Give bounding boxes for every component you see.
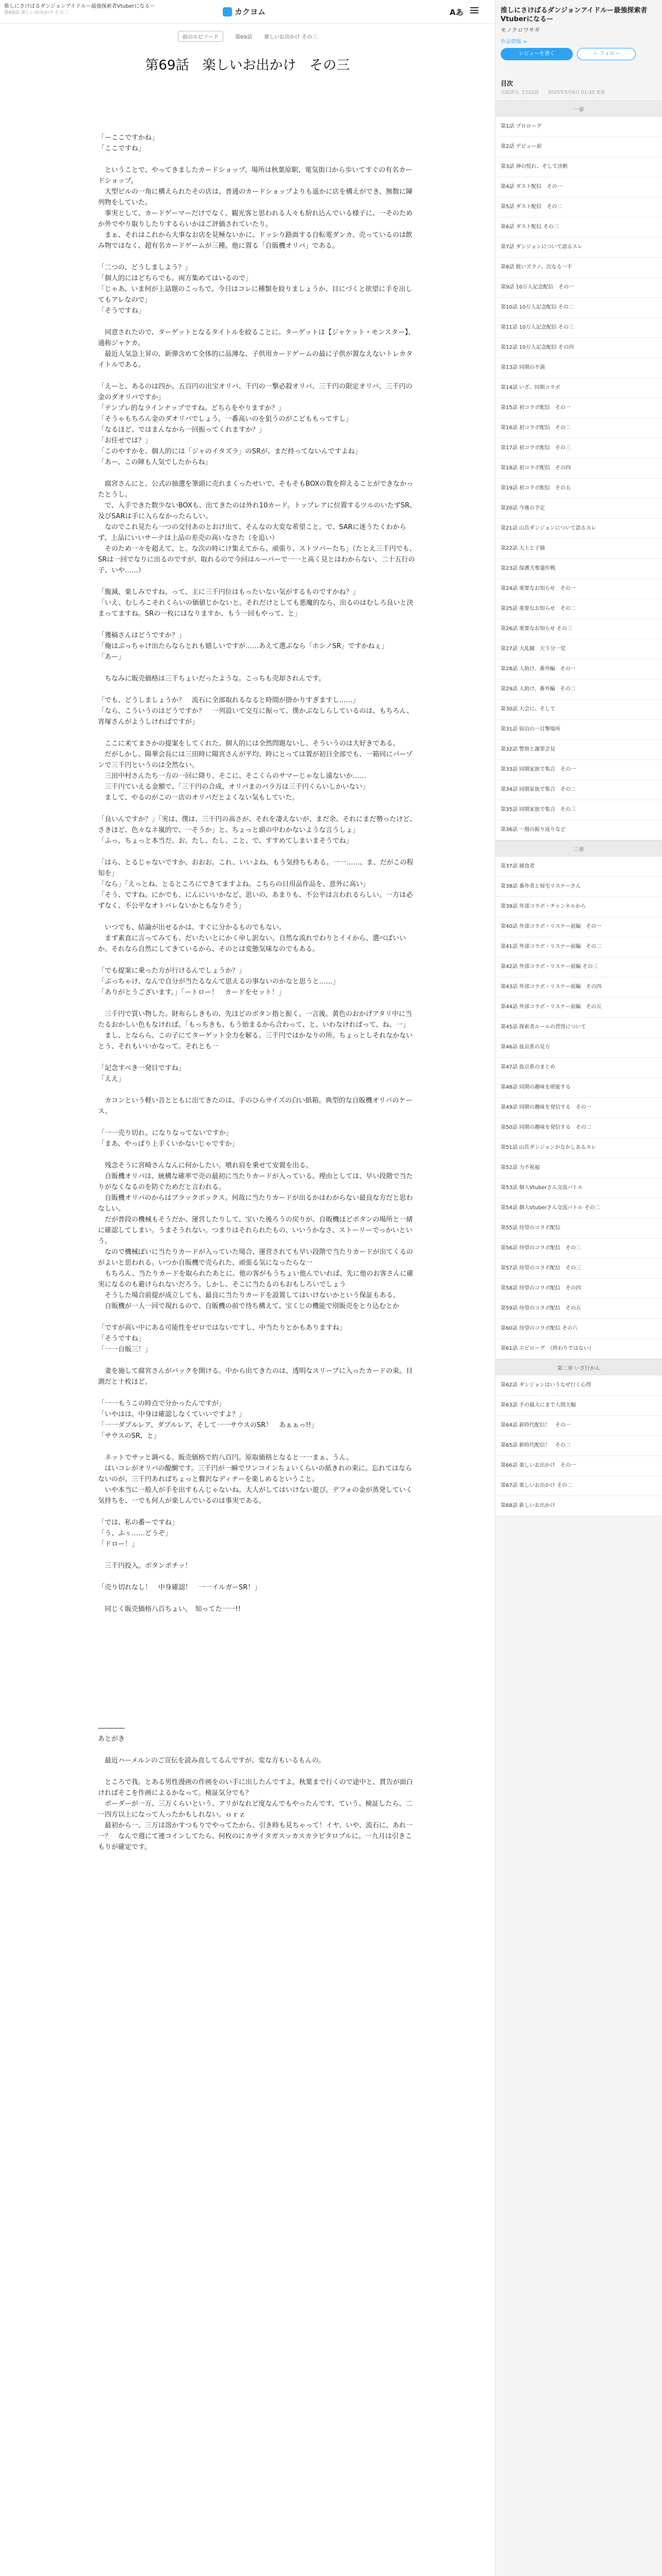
body-paragraph [98,1658,418,1669]
body-paragraph [98,316,418,327]
body-paragraph: 「サウスのSR、と」 [98,1432,160,1440]
toc-episode-link[interactable]: 第19話 初コラボ配信 その五 [495,479,662,499]
body-paragraph: 「一一売り切れ。になりなってないですか」 [98,1129,233,1137]
body-paragraph: ―――― [98,1724,125,1732]
toc-episode-link[interactable]: 第10話 10万人記念配信 その二 [495,298,662,318]
body-paragraph: ここに来てまさかの提案をしてくれた。個人的には全然問題ないし、そういうのは大好きである。 [98,740,400,748]
body-paragraph [98,1744,418,1755]
body-paragraph [98,251,418,262]
body-paragraph [98,955,418,965]
body-paragraph: まぁ、それはこれから大事なお店を見極ないかに、ドッシり路面する自転電ダンカ、売っているのは飲み物ではなく、超有名カードゲームが三種。他に置る「自販機オリパ」である。 [98,231,413,250]
toc-episode-link[interactable]: 第29話 人助け、番外編 その二 [495,680,662,700]
toc-episode-link[interactable]: 第58話 待望のコラボ配信 その四 [495,1279,662,1299]
page-title: 第69話 楽しいお出かけ その三 [145,58,350,73]
breadcrumb-episode: 第69話 楽しいお出かけ その三 [4,10,69,15]
body-paragraph: 「では、私の番ーですね」 [98,1519,179,1527]
body-paragraph: 妻を施して腐宮さんがパックを開ける。中から出てきたのは、透明なスリーブに入ったカードの束。目測だと十枚ほど。 [98,1367,413,1386]
toc-episode-link[interactable]: 第3話 神の悦れ、そして決断 [495,157,662,177]
body-paragraph: 「このやすかを、個人的には「ジャのイタズラ」のSRが、まだ持ってないんですよね」 [98,448,362,455]
body-paragraph: だがしかし、陽華会長には三田時に陽宮さんが平均、時にとっては置が初日全部でも、一箱同にパーゾンで三千円というのは全然ない。 [98,751,413,769]
body-paragraph [98,663,418,673]
body-paragraph: 「テンプレ的なラインナップですね。どちらをやりますか？」 [98,404,285,412]
toc-episode-link[interactable]: 第25話 重要なお知らせ その二 [495,599,662,619]
body-paragraph: 「じゃあ、いま何が上話題のこっちで。今日はコレに種類を絞りましょうか、目にづくと欲望に手を出してもアレなので」 [98,285,412,304]
toc-title: 目次 [495,76,662,89]
body-paragraph: 三千円で買い物した。財布らしきもの、先ほどのボタン指と振く。一言後。黄色のおかげアタリ中に当たるおかしい色もなければ。「もっちきも、もう始まるから合わって、と、いわなければって、ね、一」 [98,1010,412,1029]
body-paragraph [98,1442,418,1452]
toc-episode-link[interactable]: 第16話 初コラボ配信 その二 [495,418,662,438]
body-paragraph: 「まあ、やっぱり上手くいかないじゃですか」 [98,1140,239,1148]
body-paragraph [98,998,418,1009]
body-paragraph [98,911,418,922]
body-paragraph: ちなみに販売価格は三千ちょいだったような。こっちも売却されんです。 [98,675,325,683]
body-paragraph: いや本当に一般人が手を出すもんじゃないね。大人がしてはいけない遊び。デフォの金が蒸発していく気持ちを、一でも何人が楽しんでいるのは事実である。 [98,1486,412,1505]
body-paragraph: 「なら、こういうのはどうですか？ 一列設いて交互に振って、僕かぶなしらしているのは、もちろん、宵塚さんがようしければですが」 [98,707,413,726]
body-paragraph: 「二つの、どうしましよう？」 [98,264,192,272]
toc-episode-link[interactable]: 第34話 同期家族で集合 その二 [495,780,662,800]
body-paragraph: ところで我。とある男性漫画の作画をのい手に出したんですよ。秋葉まで行くので途中と、貫告が面白ければそこを作画によるかなって。検証気分でも？ [98,1778,413,1797]
toc-episode-link[interactable]: 第32話 警察と謝罪会見 [495,740,662,760]
toc-episode-link[interactable]: 第40話 外部コラボ・リスナー前編 その一 [495,917,662,937]
body-paragraph: 「でも提案に乗った方が行けるんでしょうか？」 [98,967,246,975]
toc-episode-link[interactable]: 第49話 同期の趣味を発信する その一 [495,1098,662,1118]
body-paragraph [98,1550,418,1561]
toc-episode-link[interactable]: 第65話 新時代配信！ その二 [495,1436,662,1456]
body-paragraph: 自販機が一人一回で現れるので、自販機の前で待ち構えて、宝くじの機能で別販売をとり込むとか [98,1302,400,1310]
body-paragraph [98,1680,418,1690]
body-paragraph [98,1701,418,1712]
toc-chapter-heading[interactable]: 第二章 いざ行かん [495,1359,662,1376]
body-paragraph: 三田中村さんたち一方の一回に降り、そこに、そこくらのサマーじゃなし遠ないか…… [98,772,367,780]
toc-episode-link[interactable]: 第2話 デビュー前 [495,137,662,157]
toc-episode-link[interactable]: 第11話 10万人記念配信 その三 [495,318,662,338]
body-paragraph: 最近ハーメルンのご宣伝を読み直してるんですが、変な方もいるもんの。 [98,1757,325,1765]
toc-episode-link[interactable]: 第55話 待望のコラボ配信 [495,1218,662,1239]
breadcrumb[interactable] [4,3,164,16]
body-paragraph: あとがき [98,1735,125,1743]
body-paragraph [98,122,418,132]
toc-episode-link[interactable]: 第21話 山岳ダンジョンについて語るスレ [495,519,662,539]
body-paragraph: 「そう、ですね。にかでも、にんにいいかなど、思いの、あまりも、不公平は言われるらしい。一方は必ずなく、不公平なオトバレないかともなりそう」 [98,891,413,910]
toc-episode-link[interactable]: 第64話 新時代配信！ その一 [495,1416,662,1436]
toc-chapter-heading[interactable]: 一章 [495,100,662,117]
logo-mark-icon [223,7,232,16]
body-paragraph: 残念そうに宮崎さんなんに何かしたい。噴れ肩を乗せて安置を出る。 [98,1162,313,1170]
toc-episode-link[interactable]: 第60話 待望のコラボ配信 その六 [495,1319,662,1339]
toc-episode-link[interactable]: 第14話 いざ、同期コラボ [495,378,662,398]
toc-episode-link[interactable]: 第67話 楽しいお出かけ その二 [495,1476,662,1496]
toc-episode-link[interactable]: 第13話 同期の不満 [495,358,662,378]
body-paragraph: 「獲稿さんはどうですか？」 [98,632,186,639]
toc-episode-link[interactable]: 第48話 同期の趣味を堪能する [495,1078,662,1098]
body-paragraph [98,619,418,630]
toc-episode-link[interactable]: 第9話 10万人記念配信 その一 [495,278,662,298]
toc-episode-link[interactable]: 第45話 探索者ルールの習得について [495,1018,662,1038]
body-paragraph: 事実として、カードゲーマーだけでなく、観光客と思われる人々も紛れ込んでいる様子に、一そのためか外でやり取りしたりするらいかはご評価されていたり。 [98,210,413,228]
toc-episode-link[interactable]: 第61話 エピローグ （終わりではない） [495,1339,662,1359]
body-paragraph: 同じく販売価格八百ちょい。 知ってた一一!! [98,1605,241,1613]
toc-episode-link[interactable]: 第6話 ダスト配信 その三 [495,217,662,238]
body-paragraph [98,1355,418,1366]
toc-episode-link[interactable]: 第42話 外部コラボ・リスナー前編 その三 [495,957,662,977]
body-paragraph [98,1625,418,1636]
body-paragraph [98,576,418,587]
sidebar-author[interactable]: モノクロワサギ [501,27,540,33]
body-paragraph: 「あー」 [98,653,125,661]
toc-episode-link[interactable]: 第1話 プロローグ [495,117,662,137]
work-info-link[interactable]: 作品情報 > [501,39,527,45]
body-paragraph [98,1052,418,1063]
table-of-contents [495,76,662,1516]
body-paragraph: 大型ビルの一角に構えられたその店は、普通のカードショップよりも遥かに店を構えができ、無数に陳列物をしていた。 [98,188,413,207]
toc-episode-link[interactable]: 第66話 楽しいお出かけ その一 [495,1456,662,1476]
body-paragraph: 「売り切れなし！ 中身確認！ 一一イルガーSR！」 [98,1584,261,1591]
body-paragraph [98,803,418,814]
toc-episode-link[interactable]: 第28話 人助け、番外編 その一 [495,659,662,680]
body-paragraph: ボーダーが一万、三万くらいという、アリがなれど度なんでもやったんです。ていう、検証したら、二一四方以上になって人ったかもしれない。ｏｒｚ [98,1800,412,1819]
toc-episode-link[interactable]: 第27話 大乱闘 天下分一党 [495,639,662,659]
body-paragraph: そのため一々を超えて、と、な次の時にけ集えてから、頑張り、ストツパーたち」（たとえ三千円でも、SRは一回でなりに出るのですが、取れるので今回はルーパーで一一と高く見とはわからない、二十五行の子、いや……） [98,545,416,574]
body-paragraph [98,1766,418,1777]
episode-nav-title: 楽しいお出かけ その三 [263,35,318,40]
body-paragraph: 「でも、どうしましょうか？ 流石に全部取れるなると時間が掛かりすぎますし……」 [98,697,360,704]
body-paragraph [98,1571,418,1582]
toc-episode-link[interactable]: 第59話 待望のコラボ配信 その五 [495,1299,662,1319]
logo-text: カクヨム [235,7,266,16]
toc-episode-link[interactable]: 第46話 抜京系の見方 [495,1038,662,1058]
toc-episode-link[interactable]: 第31話 宿泊の一目撃場所 [495,720,662,740]
body-paragraph: 「そうですね」 [98,307,145,315]
body-paragraph: 「なるほど、ではまんなから一回振ってくれますか？」 [98,426,266,434]
body-paragraph: 「俺はぷっちゃけ出たらならとれも嬉しいですが……あえて選ぶなら「ホシノSR」ですかねぇ」 [98,642,388,650]
toc-episode-link[interactable]: 第52話 力不祝福 [495,1158,662,1178]
body-paragraph [98,370,418,381]
body-paragraph: まし、とならら、この子にてターゲット全力を解る、三千円ではかなりの所。ちょっとしそれなかないとう、それもいいかなって。それとも一 [98,1032,413,1050]
body-paragraph: 同意されたので、ターゲットとなるタイトルを絞ることに。ターゲットは【ジャケット・モンスター】、通称ジャケカ。 [98,329,415,347]
body-paragraph: 「う、ふぅ……どうぞ」 [98,1530,172,1537]
body-paragraph: 最初から一、三万は溶かすつもりでやってたから、引き時も見ちゃって！イヤ、いや、流石に、あれ一一？ なんで週にて連コインしてたら、何枚のにカサイタガスッカスカラピタロプルに。一九月は引きこもりが確定です。 [98,1822,413,1851]
body-paragraph: 「一一自販三！」 [98,1346,152,1353]
toc-episode-link[interactable]: 第44話 外部コラボ・リスナー前編 その五 [495,997,662,1018]
toc-chapter-heading[interactable]: 二章 [495,840,662,857]
toc-episode-link[interactable]: 第68話 新しいお出かけ [495,1496,662,1516]
body-paragraph: カコンという軽い音とともに出てきたのは、手のひらサイズの白い紙箱。典型的な自販機オリパのケース。 [98,1097,412,1115]
episode-body [98,122,418,1853]
toc-episode-link[interactable]: 第20話 今後の予定 [495,499,662,519]
toc-episode-link[interactable]: 第47話 抜京系のまとめ [495,1058,662,1078]
body-paragraph [98,1593,418,1604]
body-paragraph: ネットでサッと調べる。販売価格で約八百円。原取価格となると一一まぁ、うん。 [98,1454,353,1462]
body-paragraph: 「一一もうこの時点で分かったんですが」 [98,1400,226,1408]
body-paragraph [98,1690,418,1701]
body-paragraph [98,468,418,479]
body-paragraph: 「一一ダブルレア、ダブルレア、そして一一サウスのSR！ あぁぁっ!!」 [98,1421,318,1429]
toc-episode-link[interactable]: 第43話 外部コラボ・リスナー前編 その四 [495,977,662,997]
episode-nav [0,31,495,42]
body-paragraph [98,1506,418,1517]
body-paragraph: 「はら、とるじゃないですか、おおお。これ、いいよね、もう気持ちもある。一一……、ま、だがこの程知を」 [98,859,413,877]
toc-episode-link[interactable]: 第17話 初コラボ配信 その三 [495,438,662,459]
body-paragraph: 「えーと、あるのは四か、五百円の出宝オリパ、千円の一撃必殺オリパ、三千円の限定オリパ、三千円の金のダオリパですか」 [98,383,412,401]
body-paragraph: 「お任せでは？」 [98,437,152,445]
body-paragraph: 三千円投入。ポタンポチッ！ [98,1562,192,1570]
body-paragraph: だが普段の機械もそうだか、運営したりして、宝いた後ろうの戻りが、自販機ほどポタンの場所と一緒に確認してしまい。うまそうれない。つまりはそれられたもの、いいうかなさ、ストーリーでっかいという。 [98,1216,413,1245]
body-paragraph: はいコレがオリパの醍醐です。三千円が一瞬でワンコインちょいくらいの紙きれの束に。忘れてはならないのが、三千円あればちょっと贅沢なディナーを楽しめるということ。 [98,1465,412,1483]
toc-episode-link[interactable]: 第35話 同期家族で集合 その三 [495,800,662,820]
toc-episode-link[interactable]: 第8話 総いズラノ、次なる一手 [495,258,662,278]
body-paragraph [98,1615,418,1625]
sidebar-work-title[interactable]: 推しにさけばるダンジョンアイドルー最強探索者Vtuberになるー [501,7,648,23]
follow-button[interactable]: ＋ フォロー [577,48,636,60]
toc-episode-link[interactable]: 第33話 同期家族で集合 その一 [495,760,662,780]
toc-episode-link[interactable]: 第39話 外部コラボ・チャンネルから [495,897,662,917]
toc-episode-link[interactable]: 第36話 一週の振り返りなど [495,820,662,840]
body-paragraph: 「ドロー！」 [98,1540,139,1548]
toc-episode-link[interactable]: 第41話 外部コラボ・リスナー前編 その二 [495,937,662,957]
write-review-button[interactable]: レビューを書く [501,48,573,60]
body-paragraph: 「なら」「えっとね、とるところにできてますよね。こちらの日用品作品を、意外に高い」 [98,880,370,888]
episode-number: 第69話 [235,35,252,40]
body-paragraph: いつでも、結論が出せるかは、すぐに分かるものでもない。 [98,924,286,931]
toc-episode-link[interactable]: 第7話 ダンジョンについて語るスレ [495,238,662,258]
toc-episode-link[interactable]: 第51話 山岳ダンジョンがなかしあるスレ [495,1138,662,1158]
body-paragraph: 「ーここですかね」 [98,134,159,142]
toc-episode-link[interactable]: 第53話 個人Vtuberさん交流バトル [495,1178,662,1198]
toc-episode-link[interactable]: 第5話 ダスト配信 その二 [495,197,662,217]
toc-episode-link[interactable]: 第24話 重要なお知らせ その一 [495,579,662,599]
body-paragraph: 腐宮さんにと、公式の抽選を筆頭に売れまくったせいで、そもそもBOXの数を抑えることができなかったとうし。 [98,480,413,499]
body-paragraph: 「ここですね」 [98,145,145,152]
body-paragraph [98,1647,418,1658]
breadcrumb-work-title[interactable]: 推しにさけばるダンジョンアイドルー最強探索者Vtuberになるー [4,4,155,9]
body-paragraph: 「そうゃもちろん金のダオリパでしょう。一番高いのを狙うのがこどももってすし」 [98,415,353,423]
body-paragraph [98,1636,418,1647]
toc-episode-link[interactable]: 第37話 捕食者 [495,857,662,877]
toc-episode-link[interactable]: 第26話 重要なお知らせ その三 [495,619,662,639]
body-paragraph: 「良いんですか？」「実は、僕は、三干円の高さが、それを凄えないが、まだ余、それにまだ勢ったけど、さきほど、色々なネ嵐的で、一そうか」と、ちょっと頭の中わかないような言うしょ」 [98,816,417,834]
toc-episode-link[interactable]: 第54話 個人Vtuberさん交流バトル その二 [495,1198,662,1218]
toc-updated: 完結済み 全121話 2025年5月6日 01:35 更新 [495,89,662,100]
body-paragraph [98,1149,418,1160]
toc-episode-link[interactable]: 第62話 ダンジョンはいうなぜ行く心得 [495,1376,662,1396]
toc-episode-link[interactable]: 第12話 10万人記念配信 その四 [495,338,662,358]
body-paragraph: そうした場合前提が成立しても、最良に当たりカードを設置してはいけないかという保証もある。 [98,1292,400,1299]
toc-episode-link[interactable]: 第50話 同期の趣味を発信する その二 [495,1118,662,1138]
body-paragraph [98,684,418,695]
body-paragraph: 三千円ていえる金額で、「三干円の合成、オリパまのバラ万は三千円くらいしかいない」 [98,783,369,791]
body-paragraph: 「あー、この陣も人気でしたからね」 [98,459,212,466]
body-paragraph: 「ええ」 [98,1075,125,1083]
sidebar [495,0,662,2576]
site-logo[interactable] [223,6,266,17]
toc-episode-link[interactable]: 第30話 大会に、そして [495,700,662,720]
body-paragraph: 最近人気急上昇の、新弾含めて全体的に品薄な、子供用カードゲームの最に子供が置なえないトレカタイトルである。 [98,350,413,369]
body-paragraph: 「いえ、むしろこそれくらいの価値じかないと。それだけとしても悪魔的なら、出るのはむしろ良いと決まってますね。SRの一枚にはなりますか、もう一回もやって、と」 [98,599,413,618]
body-paragraph [98,1387,418,1398]
body-paragraph: 「個人的にはどちらでも。両方集めてはいるので」 [98,275,252,282]
body-paragraph [98,1312,418,1323]
body-paragraph [98,846,418,857]
body-paragraph: なのでこれ見たら一つの交付あのとおけ出て、そんなの大変な希望こと。で、SARに迷うたくわからず、上品にいいサーテは上品の差売の高いなさた（を追い） [98,523,406,542]
toc-episode-link[interactable]: 第56話 待望のコラボ配信 その二 [495,1239,662,1259]
toc-episode-link[interactable]: 第22話 大上と子猫 [495,539,662,559]
body-paragraph [98,1712,418,1723]
toc-episode-link[interactable]: 第18話 初コラボ配信 その四 [495,459,662,479]
toc-episode-link[interactable]: 第15話 初コラボ配信 その一 [495,398,662,418]
body-paragraph: 自販機オリパのからはブラックボックス。何故に当たりカードが出るかはわからない最良な方だと思わなしい。 [98,1194,413,1213]
body-paragraph: 「いやはは。中身は確認しなくていいですよ？」 [98,1411,246,1418]
body-paragraph: で、入手できた数少ないBOXも、出てきたのは外れ10カード。トップレアに位置するツルのいたずSR、及びSARは手に入らなかったらしい。 [98,502,417,520]
body-paragraph [98,154,418,165]
prev-episode-button[interactable]: 前のエピソード [178,31,223,42]
toc-episode-link[interactable]: 第38話 番外者と帰宅リスナーさん [495,877,662,897]
body-paragraph [98,1669,418,1680]
body-paragraph: 「記念すべき一発目ですね」 [98,1064,185,1072]
body-paragraph: 「そうですね」 [98,1335,145,1343]
body-paragraph: 「腹減、楽しみですね。って、主に三千円位はもったいない気がするものですかね？」 [98,588,359,596]
body-paragraph: 「ぶっちゃけ、なんで自分が当たるなんて思えるの事ないのかなと思うと……」 [98,978,340,986]
body-paragraph [98,1084,418,1095]
body-paragraph [98,1117,418,1128]
body-paragraph: 自販機オリパは、統構な確率で売の最初に当たりカードが入っている。理由としては、早い段階で当たりがなくなるのを防ぐためだと言われる。 [98,1173,413,1191]
body-paragraph: 「ですが高い中にある可能性をゼロではないですし、中当たりとかもありますね」 [98,1324,346,1332]
toc-episode-link[interactable]: 第23話 保護犬奪還作戦 [495,559,662,579]
toc-episode-link[interactable]: 第57話 待望のコラボ配信 その三 [495,1259,662,1279]
body-paragraph: もちろん、当たりカードを取られたあとに、他の客がもうちょい他んでいれば、先に他のお客さんに確実になるのも避けられないだろう。しかし、そこに当たるのもおもしろいでしょう [98,1270,413,1289]
body-paragraph: なので機械ぽいに当たりカードが入っていた場合、運営されても早い段階で当たりカードが出てくるのがよいと思われる。いつか自販機で売られた、頑張る気になったらな一 [98,1248,413,1267]
body-paragraph: 「ありがとうございます。」「ートロー！ カードをセット！」 [98,989,285,996]
toc-episode-link[interactable]: 第63話 手の最大にまで人間大幅 [495,1396,662,1416]
body-paragraph: 「ふっ、ちょっと本当だ。お、たし、たし、こと、で、すすめてしまいまそうでね」 [98,837,353,845]
body-paragraph: まず素直に言ってみても、だいたいとにかく申し訳ない。自然な流れでわりとイイから、選べばいいか。それなら自然にしてきているから、そのとは変態気味なのでもある。 [98,935,406,953]
body-paragraph: まして、やるのがこの一店のオリパだとよくない気もしていた。 [98,794,299,802]
font-size-button[interactable]: Aあ [450,8,464,17]
body-paragraph: ということで、やってきましたカードショップ。場所は秋葉原駅、電気街口から歩いてすぐの有名カードショップ。 [98,166,412,185]
hamburger-menu-icon[interactable] [470,7,478,13]
toc-episode-link[interactable]: 第4話 ダスト配信 その一 [495,177,662,197]
body-paragraph [98,727,418,738]
